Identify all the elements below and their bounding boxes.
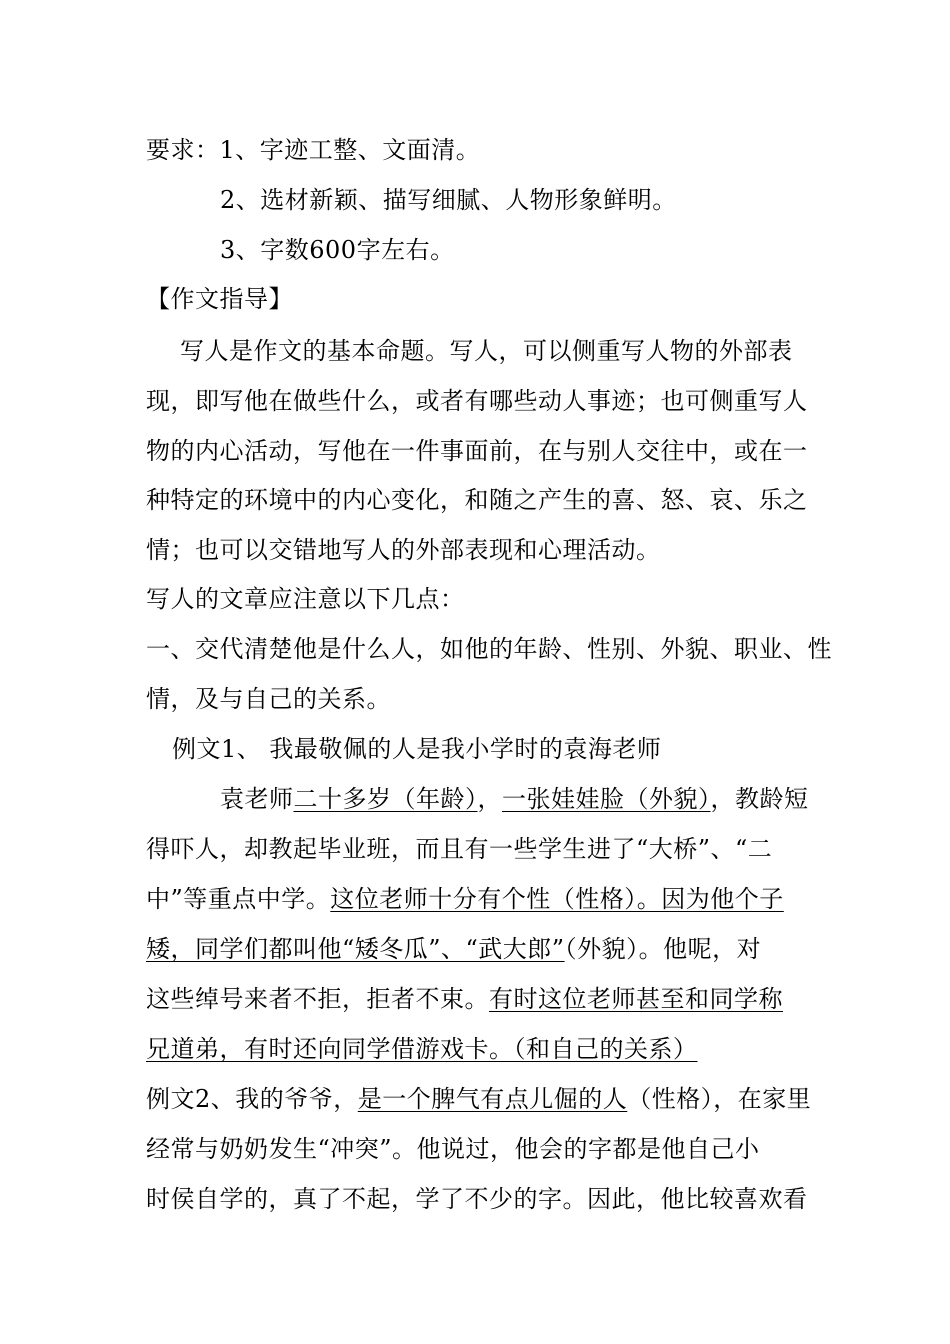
example-2-line-2: 经常与奶奶发生“冲突”。他说过，他会的字都是他自己小 — [146, 1135, 760, 1163]
example-1-title: 例文1、 我最敬佩的人是我小学时的袁海老师 — [172, 735, 662, 763]
requirement-2: 2、选材新颖、描写细腻、人物形象鲜明。 — [220, 186, 677, 214]
example-1-text: （外貌）。他呢，对 — [564, 935, 762, 963]
example-2-line-3: 时侯自学的，真了不起，学了不少的字。因此，他比较喜欢看 — [146, 1185, 808, 1213]
underlined-age: 二十多岁（年龄） — [293, 785, 478, 813]
intro-line-3: 物的内心活动，写他在一件事面前，在与别人交往中，或在一 — [146, 437, 808, 465]
point-1-line-1: 一、交代清楚他是什么人，如他的年龄、性别、外貌、职业、性 — [146, 635, 832, 663]
underlined-appearance: 一张娃娃脸（外貌） — [502, 785, 711, 813]
example-1-line-1 — [220, 783, 890, 815]
example-1-line-3 — [146, 883, 816, 915]
example-1-line-2: 得吓人，却教起毕业班，而且有一些学生进了“大桥”、“二 — [146, 835, 773, 863]
point-1-line-2: 情，及与自己的关系。 — [146, 685, 391, 713]
underlined-relationship: 有时这位老师甚至和同学称 — [489, 985, 783, 1013]
underlined-personality: 这位老师十分有个性（性格）。因为他个子 — [330, 885, 784, 913]
example-1-line-4 — [146, 933, 816, 965]
example-1-text: 中”等重点中学。 — [146, 885, 331, 913]
example-1-text: ， — [477, 785, 502, 813]
example-1-line-6 — [146, 1033, 816, 1065]
intro-line-2: 现，即写他在做些什么，或者有哪些动人事迹；也可侧重写人 — [146, 387, 808, 415]
intro-line-1: 写人是作文的基本命题。写人，可以侧重写人物的外部表 — [180, 337, 793, 365]
intro-line-5: 情；也可以交错地写人的外部表现和心理活动。 — [146, 536, 661, 564]
example-2-text: （性格），在家里 — [627, 1085, 812, 1113]
example-2-text: 例文2、我的爷爷， — [146, 1085, 358, 1113]
underlined-temper: 是一个脾气有点儿倔的人 — [357, 1085, 628, 1113]
example-1-text: 袁老师 — [220, 785, 294, 813]
example-1-text: ，教龄短 — [710, 785, 809, 813]
example-1-line-5 — [146, 983, 816, 1015]
underlined-relationship-end: 兄道弟，有时还向同学借游戏卡。（和自己的关系） — [146, 1035, 698, 1063]
points-intro: 写人的文章应注意以下几点： — [146, 585, 465, 613]
requirement-1: 要求：1、字迹工整、文面清。 — [146, 136, 481, 164]
example-1-text: 这些绰号来者不拒，拒者不束。 — [146, 985, 489, 1013]
guide-heading: 【作文指导】 — [146, 285, 293, 313]
underlined-nicknames: 矮，同学们都叫他“矮冬瓜”、“武大郎” — [146, 935, 565, 963]
example-2-line-1 — [146, 1083, 816, 1115]
requirement-3: 3、字数600字左右。 — [220, 236, 455, 264]
intro-line-4: 种特定的环境中的内心变化，和随之产生的喜、怒、哀、乐之 — [146, 486, 808, 514]
